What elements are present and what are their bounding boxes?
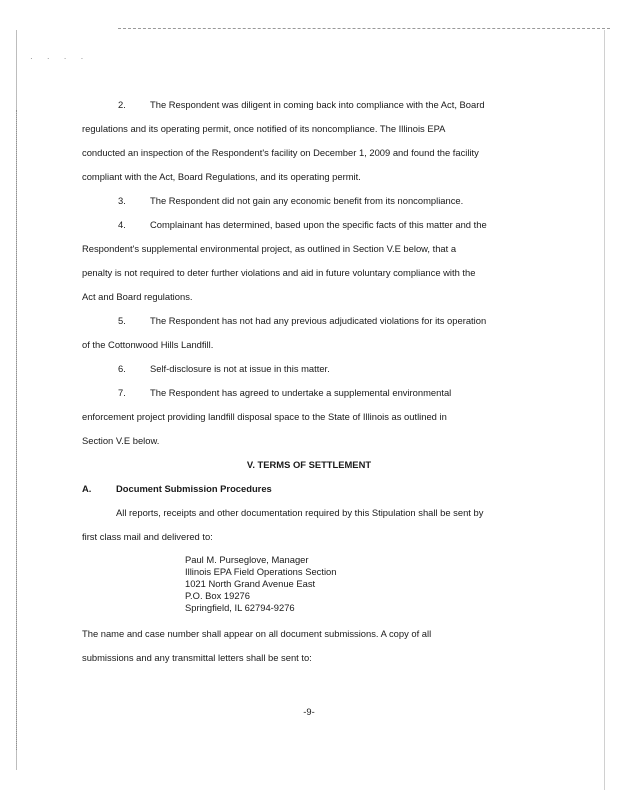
paragraph-line: compliant with the Act, Board Regulations, and its operating permit.	[82, 171, 361, 182]
paragraph-line: The Respondent was diligent in coming back into compliance with the Act, Board	[150, 99, 485, 110]
paragraph-number: 7.	[118, 387, 126, 398]
address-line: P.O. Box 19276	[185, 590, 250, 601]
paragraph-number: 3.	[118, 195, 126, 206]
paragraph-line: Respondent's supplemental environmental project, as outlined in Section V.E below, that a	[82, 243, 457, 254]
address-line: Illinois EPA Field Operations Section	[185, 566, 337, 577]
paragraph-line: submissions and any transmittal letters shall be sent to:	[82, 652, 312, 663]
paragraph-line: All reports, receipts and other documentation required by this Stipulation shall be sent by	[116, 507, 484, 518]
paragraph-line: The Respondent has not had any previous adjudicated violations for its operation	[150, 315, 487, 326]
section-heading: V. TERMS OF SETTLEMENT	[246, 459, 372, 470]
paragraph-line: conducted an inspection of the Respondent's facility on December 1, 2009 and found the facility	[82, 147, 479, 158]
paragraph-line: Act and Board regulations.	[82, 291, 193, 302]
paragraph-line: penalty is not required to deter further violations and aid in future voluntary compliance with the	[82, 267, 476, 278]
paragraph-line: Section V.E below.	[82, 435, 160, 446]
paragraph-number: 4.	[118, 219, 126, 230]
paragraph-line: regulations and its operating permit, once notified of its noncompliance. The Illinois EPA	[82, 123, 446, 134]
paragraph-number: 2.	[118, 99, 126, 110]
paragraph-line: Complainant has determined, based upon the specific facts of this matter and the	[150, 219, 487, 230]
paragraph-line: The name and case number shall appear on all document submissions. A copy of all	[82, 628, 432, 639]
subsection-title: Document Submission Procedures	[116, 483, 272, 494]
address-line: Paul M. Purseglove, Manager	[185, 554, 309, 565]
paragraph-line: enforcement project providing landfill disposal space to the State of Illinois as outlined in	[82, 411, 447, 422]
paragraph-line: The Respondent has agreed to undertake a supplemental environmental	[150, 387, 452, 398]
scan-specks: · · · ·	[30, 54, 90, 63]
paragraph-line: The Respondent did not gain any economic benefit from its noncompliance.	[150, 195, 464, 206]
paragraph-number: 6.	[118, 363, 126, 374]
page-number: -9-	[303, 706, 315, 717]
subsection-letter: A.	[82, 483, 92, 494]
paragraph-number: 5.	[118, 315, 126, 326]
paragraph-line: Self-disclosure is not at issue in this matter.	[150, 363, 330, 374]
paragraph-line: first class mail and delivered to:	[82, 531, 213, 542]
paragraph-line: of the Cottonwood Hills Landfill.	[82, 339, 214, 350]
address-line: Springfield, IL 62794-9276	[185, 602, 295, 613]
address-line: 1021 North Grand Avenue East	[185, 578, 316, 589]
